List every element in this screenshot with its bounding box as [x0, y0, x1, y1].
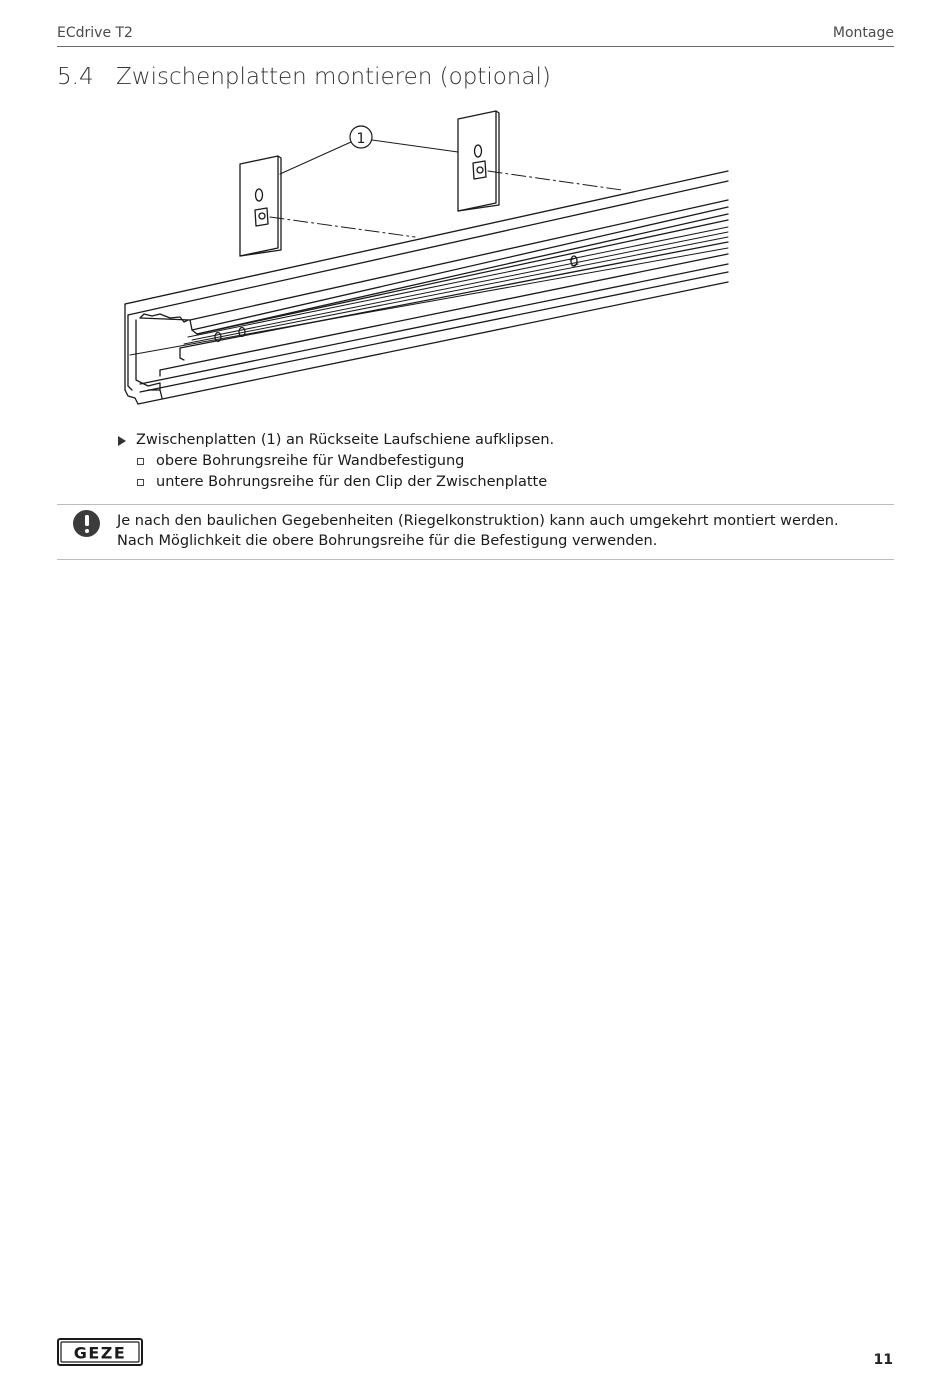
header-product-name: ECdrive T2 — [57, 25, 133, 41]
step-arrow-icon — [118, 436, 126, 446]
sub-item-text: obere Bohrungsreihe für Wandbefestigung — [156, 453, 465, 469]
step-text: Zwischenplatten (1) an Rückseite Laufschiene aufklipsen. — [136, 432, 555, 448]
note-line: Nach Möglichkeit die obere Bohrungsreihe für die Befestigung verwenden. — [117, 533, 658, 549]
square-bullet-icon — [137, 479, 144, 486]
section-number: 5.4 — [57, 64, 94, 90]
callout-label: 1 — [356, 131, 366, 147]
section-heading — [57, 64, 551, 90]
geze-logo — [57, 1338, 143, 1366]
note-line: Je nach den baulichen Gegebenheiten (Riegelkonstruktion) kann auch umgekehrt montiert werden. — [117, 513, 839, 529]
sub-item — [118, 451, 554, 472]
instruction-list — [118, 430, 554, 493]
page-number: 11 — [873, 1352, 893, 1368]
sub-item-text: untere Bohrungsreihe für den Clip der Zwischenplatte — [156, 474, 548, 490]
logo-text: GEZE — [73, 1343, 127, 1363]
page-header — [57, 24, 894, 47]
header-chapter: Montage — [832, 25, 894, 41]
square-bullet-icon — [137, 458, 144, 465]
section-title: Zwischenplatten montieren (optional) — [116, 64, 551, 90]
rail-illustration — [100, 108, 740, 408]
exclamation-icon — [73, 510, 100, 537]
note-text — [117, 511, 839, 551]
note-box — [57, 504, 894, 560]
sub-item — [118, 472, 554, 493]
instruction-step — [118, 430, 554, 451]
